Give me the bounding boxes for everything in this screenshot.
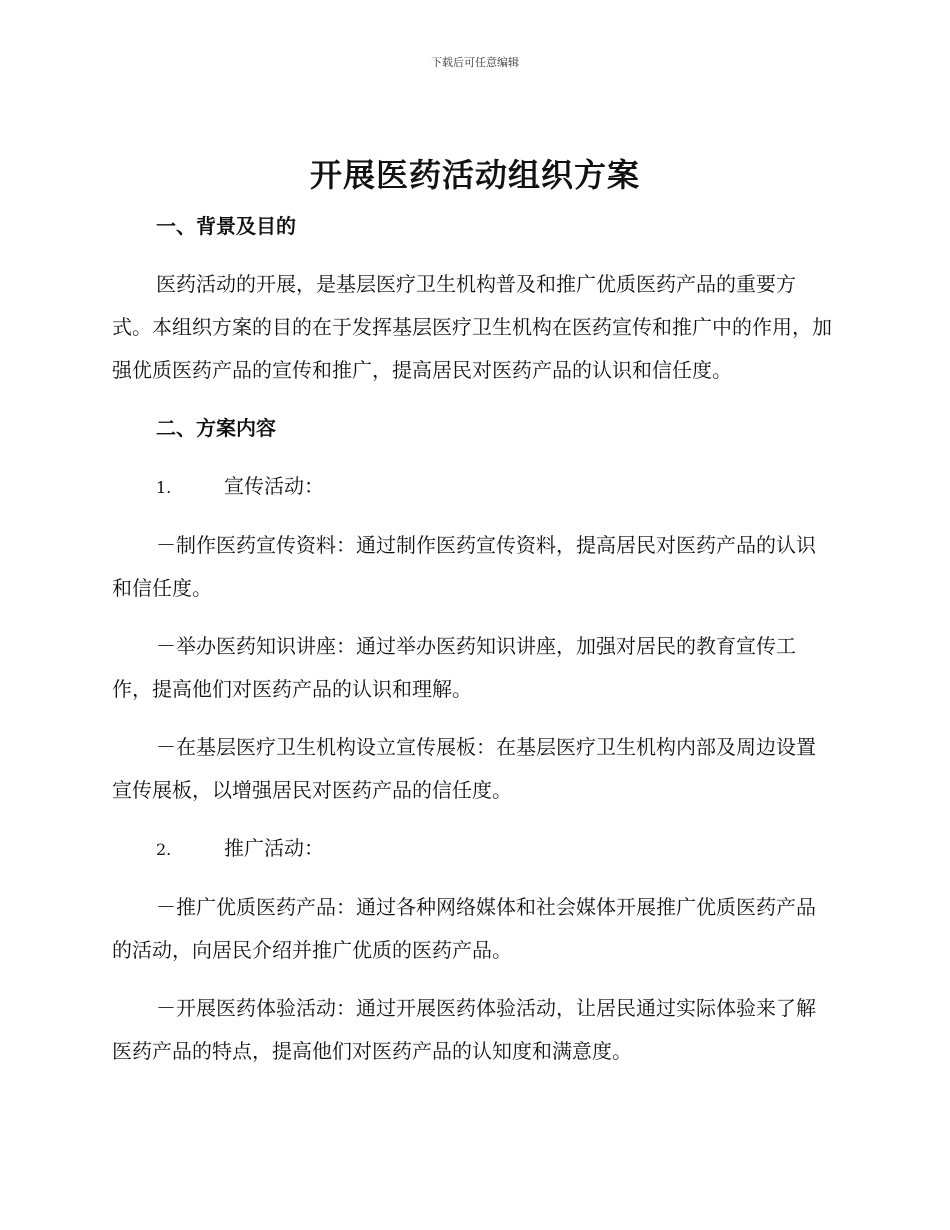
document-body	[112, 205, 832, 1088]
document-title: 开展医药活动组织方案	[309, 156, 640, 194]
numbered-item-2	[112, 827, 832, 871]
list-item: －制作医药宣传资料：通过制作医药宣传资料，提高居民对医药产品的认识和信任度。	[112, 533, 816, 600]
item-label: 推广活动：	[224, 836, 324, 860]
numbered-item-1	[112, 465, 832, 509]
page-header: 下载后可任意编辑	[431, 56, 519, 69]
section-heading-background: 一、背景及目的	[156, 214, 296, 238]
paragraph-background: 医药活动的开展，是基层医疗卫生机构普及和推广优质医药产品的重要方式。本组织方案的目的在于发挥基层医疗卫生机构在医药宣传和推广中的作用，加强优质医药产品的宣传和推广，提高居民对医药产品的认识和信任度。	[112, 272, 832, 382]
item-label: 宣传活动：	[224, 474, 324, 498]
list-item: －开展医药体验活动：通过开展医药体验活动，让居民通过实际体验来了解医药产品的特点，提高他们对医药产品的认知度和满意度。	[112, 996, 816, 1063]
item-number: 1.	[156, 478, 172, 497]
list-item: －举办医药知识讲座：通过举办医药知识讲座，加强对居民的教育宣传工作，提高他们对医药产品的认识和理解。	[112, 634, 796, 701]
list-item: －在基层医疗卫生机构设立宣传展板：在基层医疗卫生机构内部及周边设置宣传展板，以增强居民对医药产品的信任度。	[112, 735, 816, 802]
list-item: －推广优质医药产品：通过各种网络媒体和社会媒体开展推广优质医药产品的活动，向居民介绍并推广优质的医药产品。	[112, 895, 816, 962]
section-heading-content: 二、方案内容	[156, 416, 276, 440]
item-number: 2.	[156, 840, 172, 859]
